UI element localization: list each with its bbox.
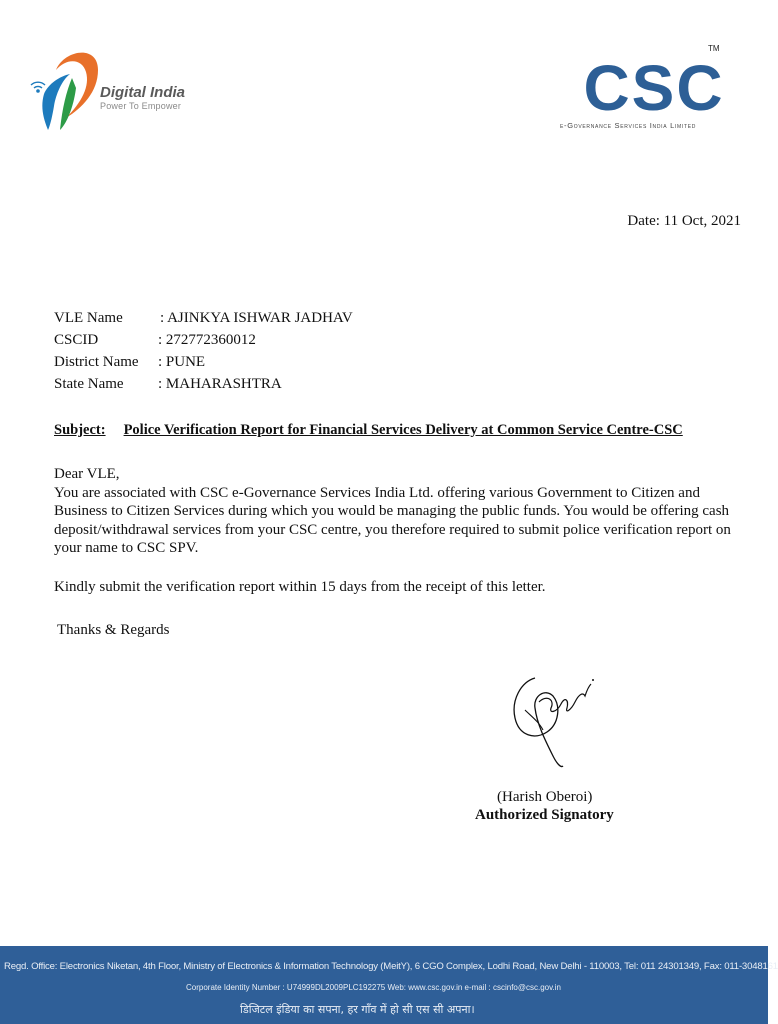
letter-date: Date: 11 Oct, 2021 xyxy=(627,213,741,229)
footer-corporate-info: Corporate Identity Number : U74999DL2009PLC192275 Web: www.csc.gov.in e-mail : cscinfo@csc.gov.in xyxy=(186,983,561,992)
digital-india-title: Digital India xyxy=(100,84,186,101)
footer-office-address: Regd. Office: Electronics Niketan, 4th Floor, Ministry of Electronics & Information Technology (MeitY), 6 CGO Complex, Lodhi Road, New Delhi - 110003, Tel: 011 24301349, Fax: 011-3048161 xyxy=(4,961,778,972)
csc-company-name xyxy=(560,121,696,130)
instruction-line: Kindly submit the verification report within 15 days from the receipt of this letter. xyxy=(54,579,546,595)
cscid-label: CSCID xyxy=(54,332,99,348)
subject-line xyxy=(54,422,683,439)
signature-icon xyxy=(505,666,601,770)
subject-label: Subject: xyxy=(54,422,106,438)
handwritten-signature xyxy=(505,666,601,770)
closing-line: Thanks & Regards xyxy=(57,622,170,638)
district-value: : PUNE xyxy=(158,354,206,370)
csc-logo-text: CSC xyxy=(583,52,725,124)
footer-band xyxy=(0,946,778,1024)
letter-body xyxy=(54,465,744,558)
vle-name-label: VLE Name xyxy=(54,310,123,326)
csc-company-text: e-Governance Services India Limited xyxy=(560,121,697,130)
body-paragraph: You are associated with CSC e-Governance Services India Ltd. offering various Government to Citizen and Business to Citizen Services during which you would be managing the public funds. You would be offering cash deposit/withdrawal services from your CSC centre, you therefore required to submit police verification report on your name to CSC SPV. xyxy=(54,484,731,556)
footer-slogan: डिजिटल इंडिया का सपना, हर गाँव में हो सी एस सी अपना। xyxy=(240,1003,475,1016)
csc-logo-mark xyxy=(583,52,725,124)
cscid-value: : 272772360012 xyxy=(158,332,256,348)
signatory-role: Authorized Signatory xyxy=(475,807,614,823)
salutation: Dear VLE, xyxy=(54,466,120,482)
csc-logo xyxy=(583,52,725,124)
district-label: District Name xyxy=(54,354,139,370)
digital-india-tagline: Power To Empower xyxy=(100,101,182,111)
state-value: : MAHARASHTRA xyxy=(158,376,282,392)
csc-trademark: TM xyxy=(708,44,720,53)
subject-text: Police Verification Report for Financial Services Delivery at Common Service Centre-CSC xyxy=(123,422,683,438)
vle-name-value: : AJINKYA ISHWAR JADHAV xyxy=(160,310,353,326)
state-label: State Name xyxy=(54,376,124,392)
signatory-name: (Harish Oberoi) xyxy=(497,789,593,805)
